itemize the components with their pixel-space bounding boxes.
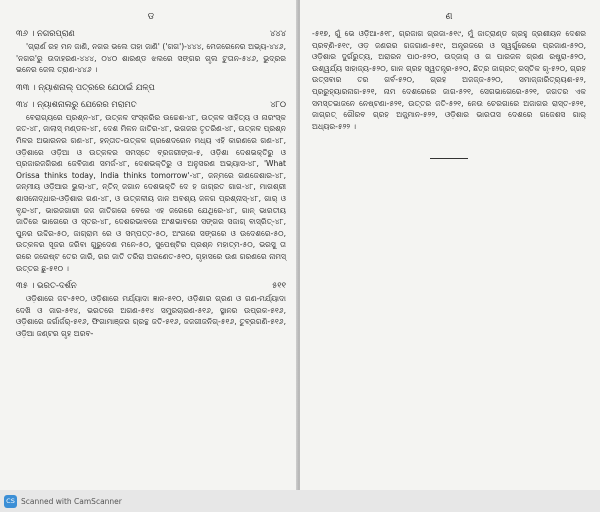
left-page-number: ଡ xyxy=(147,12,155,22)
section-divider xyxy=(430,158,468,159)
right-paragraph: -୫୧୭, ଗୁଁ ଭେ ଓଡ଼ିଆ-୫୧୮, ଗ୍ରଜାଗ ଗ୍ରଜା-୫୧୯, ମୁଁ ଜାତ୍ରାଣ୍ଡ ଗ୍ରହୁ ଜ୍ରଶୀୟନ ଦେଶର ପ୍ରବ୍ଣି-୫୧୯, ଓଡ଼ ଜଣରର ଗଜଗାଣ-୫୧୯, ଅନ୍ତ୍ରଜରେ ଓ ସ୍ୱର୍ଗୁରେରେ ପ୍ରଜାଣ-୫୨୦, ଓଡ଼ିଶାର ଦୁର୍ଗରୁତ୍ୟ, ଅରାରନ ପାଠ-୫୨୦, ଉଦ୍‌ଜାର୍ ଓ ଗ ପାରଜଳ ଗ୍ରଣ ରଷ୍ଟ୍ରା-୫୨୦, ଉଶ୍ୱର୍ଯ୍ୟ ସାହାଜ୍ୟ-୫୨୦, ଗାନ ଗ୍ରହ ସ୍ୱତନ୍ତ୍ର-୫୨୦, ଛିତ୍ର ଜାଗ୍ରତ୍ ରସ୍ତିକ ଗୃ-୫୨୦, ଗ୍ରହ ଉତ୍ସବାର ତର ଗର୍ବ-୫୨୦, ଗ୍ରହ ଅଜଜ୍ଜ-୫୨୦, ସମାଜ୍ଜାରିତ୍ର୍ୟଶ-୫୨, ପ୍ରରୁହ୍ୟାରନାଗ-୫୨୧, ନାମ ଦେଶରେରେ ଜାଗ-୫୨୧, ସେଗଭାଗେରେ-୫୨୧, ଜଗତର ଏକ ସମସ୍ତଭାଜନେ ନେଷ୍ଟଣା-୫୨୧, ଉତ୍ତର ଜତି-୫୨୧, ନେଉ ଚେରଗାରେ ଅଜାଗର ରାସ୍ତ-୫୨୧, ଜାଗ୍ରତ୍ ଗୌରବ ଗ୍ରହ ଅଜ୍ଜ୍ମାନ-୫୨୨, ଓଡ଼ିଶାର ଭାରତାସ ଦେଶରେ ଗଜେଶସ ଗାର୍ ଅଧ୍ୟର-୫୨୨ । xyxy=(312,29,586,131)
entry-paragraph: 'ଗ୍ରାର୍ଣ ରହ ମନ ଜାଣି, ନଗର ଭଲେ ତାହା ଜାଣି' ('ଗଗ')-୪୪୪, ମେଜରେନେର ଅଭ୍ୟ-୪୪୬, 'ନଗର'ରୁ ଉଦାହରଣ-୪୪୪, ୦୪୦ ଶାରଣ୍ଡ ଝଲରେ ସଙ୍ଗର ଗୃଲ ଟୁତାନ-୫୪୬, ଭୁଦ୍ରର ଭନେର ଜେଲ ତ୍ରାଣ-୪୪୬ । xyxy=(16,42,286,75)
right-page-number: ଣ xyxy=(445,12,453,22)
entry-title: ୩୫ । ଭରତ-ଦର୍ଶନ xyxy=(16,280,77,291)
camscanner-logo-icon: CS xyxy=(4,495,17,508)
entry-title: ୩୬ । ନଗରପ୍ରାଣ xyxy=(16,28,75,38)
entry-title: ୩୪ । ନ୍ୟାଶନାଲରୁ ଯେରେର ମରାମତ xyxy=(16,98,137,109)
left-page xyxy=(0,0,298,490)
entry-page: ୪୮୦ xyxy=(270,98,286,109)
entry-paragraph: ବେରାଗ୍ୟରେ ପ୍ରଶ୍ନ-୪୮, ଉତ୍କଳ ସଂସ୍କରିର ଉଚ୍ଚେଶ-୪୮, ଉତ୍କଳ ସାହିତ୍ୟ ଓ ନାରଂସ୍କ ଜତ-୪୮, ଜାଲାସ୍ ମଣ୍ଡଳ-୪୮, ଦେଶ ମିଳନ ଜାତିର-୪୮, ଭଗଜର ତୃତରିଣ-୪୮, ଉତ୍କଳ ପ୍ରଶ୍ନ ମିଳର ଅଭାରନର ଗଣ-୪୮, ହନ୍ତାତ-ଉତ୍କଳ ଗ୍ରଶେଦରେନ ମଧ୍ୟ ଏହି କାରଣରେ ଗଣ-୪୮, ଓଡ଼ିଶାରେ ଓଡ଼ିଆ ଓ ଉତ୍କଳର ସମସ୍ତେ ବ୍ରଜରୀଙ୍ଗ-୫, ଓଡ଼ିଶା ଦେଶଭକ୍ତିରୁ ଓ ପ୍ରଜାରଜଗିରଣ ଜେବିଜାଣ ସମର୍ଜ-୪୮, ଦେଶଭକ୍ତିରୁ ଓ ଅନୁସରଣ ଅଭ୍ୟାସ-୪୮, 'What Orissa thinks today, India thinks tomorrow'-୪୮, ଜନ୍ମରେ ଗଣଜେଶାର-୪୮, ଜନ୍ମୀୟ ଓଡ଼ିଆର ଭୁଲା-୪୮, ନ୍ତିନ୍ ଜଗାନ ଦେଶଭକ୍ତି ଦେ ହ ଜାଗ୍ରତ ଗାଗ-୪୮, ମାଗଶ୍ରୀ ଶାସନୋଦ୍ଧାର-ଓଡ଼ିଶାର ଗଣ-୪୮, ଓ ଉତ୍କଳୀୟ ଜାନ ଅବଶ୍ୟ ଜଳଗ ପ୍ରଶ୍ନାସ୍-୪୮, ଗାର୍ ଓ ବୃନ୍ଦ-୪୮, ଭାରଜଗାରୀ ଜଜ ଜାତିଗରେ ବେରେ ଏହ ଜରେରେ ଯେଥିରେ-୪୮, ଗାନ୍ ଭାରତୀୟ ଜାତିରେ ଭାଗେରେ ଓ ସ୍ତର-୪୮, ଦେଶରଭାବରେ ଅଂଶଭାବରେ ସଙ୍ଗର ସଜାଗ୍ ବାସ୍ରିତ୍-୪୮, ପୁନର ଉଦ୍ଦିର-୫୦, ଜାଗ୍ରାମ ରେ ଓ ସମ୍ପତ୍ତ-୫୦, ଅଂଗରେ ସଙ୍ଗରେ ଓ ଉଦେଶରେ-୫୦, ଉତ୍କଳର ସୂଜର ଜରିବା ଗୁରୁଦେଣ ମନେ-୫୦, ସୁପେଷ୍ଟିର ପ୍ରଶ୍ନ ମହାତ୍ମ-୫୦, ଭରସୁ ତା ରରେ ଜରେଷ୍ଟ ତେର ଜାରି, ରର ଜାତି ତରିରା ଅରଣେତ-୫୧୦, ଗୃହାସରେ ଉଣ ଗରଣରେ ନାମସ୍ ଉତ୍ତର ଛୁ-୫୧୦ । xyxy=(16,112,286,273)
scanner-footer xyxy=(0,490,600,512)
entry-page: ୫୧୧ xyxy=(272,280,286,291)
entry-title: ୩୩ । ନ୍ୟାଶନାଲ୍ ପତ୍ରରେ ଯେଠାଇଁ ଯଳ୍ପ xyxy=(16,81,155,92)
entry-heading xyxy=(16,99,286,110)
entry-page: ୪୪୪ xyxy=(269,28,286,38)
entry-heading xyxy=(16,28,286,39)
right-page xyxy=(300,0,600,490)
entry-paragraph: ଓଡ଼ିଶାରେ ଜଟ-୫୧୦, ଓଡ଼ିଶାରେ ମର୍ଯ୍ୟାଦା ଜ୍ଞାନ-୫୧୦, ଓଡ଼ିଶାର ଗ୍ରଣ ଓ ଗଣ-ମର୍ଯ୍ୟାଦା ଦେଖି ଓ ଜାର-୫୧୪, ଭରତରେ ଅଗଣ-୫୧୪ ସମ୍ପ୍ରଚାରଣ-୫୧୬, ସ୍ଥାନର ଉପ୍ରକ-୫୧୬, ଓଡ଼ିଶାରେ ଜର୍ଗାର୍ଜର୍-୫୧୬, ଫିଗାମାଞ୍ଜର ଗ୍ରନ୍ଥ ଜତି-୫୧୬, ଜଜଗୀଜନିଗ୍-୫୧୬, ତୁବ୍ରଗଣି-୫୧୬, ଓଡ଼ିଆ ଜଣ୍ଟର ଗୃହ ଅରବ- xyxy=(16,294,286,338)
scanner-watermark-text: Scanned with CamScanner xyxy=(21,496,122,506)
entry-heading xyxy=(16,280,286,291)
entry-heading xyxy=(16,82,286,93)
